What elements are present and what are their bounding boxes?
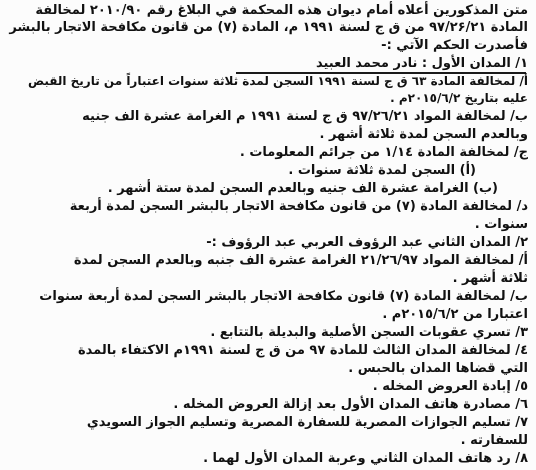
text-line: سنوات . <box>474 217 528 232</box>
text-line: ٣/ تسري عقوبات السجن الأصلية والبديلة بالتتابع . <box>210 325 528 340</box>
text-line: ٧/ تسليم الجوازات المصرية للسفارة المصرية وتسليم الجواز السويدي <box>86 415 528 430</box>
text-line: ثلاثة أشهر . <box>452 271 528 286</box>
text-line: عليه بتاريخ ٢٠١٥/٦/٢م . <box>390 91 528 105</box>
text-line: (أ) السجن لمدة ثلاثة سنوات . <box>288 163 476 178</box>
text-line: أ/ لمخالفة المواد ٢١/٢٦/٩٧ الغرامة عشرة الف جنبه وبالعدم السجن لمدة <box>73 253 528 268</box>
text-line: ج/ لمخالفة المادة ١/١٤ من جرائم المعلومات . <box>239 145 528 160</box>
text-line: ٦/ مصادرة هاتف المدان الأول بعد إزالة العروض المخله . <box>173 397 528 412</box>
text-line: (ب) الغرامة عشرة الف جنيه وبالعدم السجن لمدة ستة أشهر . <box>107 181 498 196</box>
text-line: للسفارته . <box>460 433 528 448</box>
section-heading-second-convict: ٢/ المدان الثاني عبد الرؤوف العربي عبد الرؤوف :- <box>206 235 528 250</box>
text-line: ب/ لمخالفة المواد ۹۷/۲٦/۲۱ ق ج لسنة ۱۹۹۱ م الغرامة عشرة الف جنيه <box>82 109 528 124</box>
text-line: فأصدرت الحكم الآتي :- <box>381 38 528 53</box>
text-line: اعتبارا من ٢٠١٥/٦/٢م . <box>382 307 528 322</box>
text-line: أ/ لمخالفة المادة ٦٣ ق ج لسنة ١٩٩١ السجن لمدة ثلاثة سنوات اعتباراً من تاريخ القبض <box>27 74 528 88</box>
section-heading-first-convict: ١/ المدان الأول : نادر محمد العبيد <box>315 56 528 71</box>
text-line: وبالعدم السجن لمدة ثلاثة أشهر . <box>319 127 528 142</box>
text-line: متن المذكورين أعلاه أمام ديوان هذه المحكمة في البلاغ رقم ۲۰۱۰/۹۰ لمخالفة <box>35 3 528 18</box>
text-line: ٨/ رد هاتف المدان الثاني وعربة المدان الأول لهما . <box>203 451 528 466</box>
text-line: ب/ لمخالفة المادة (٧) قانون مكافحة الاتجار بالبشر السجن لمدة أربعة سنوات <box>39 289 528 304</box>
text-line: ٤/ لمخالفة المدان الثالث للمادة ٩٧ من ق ج لسنة ١٩٩١م الاكتفاء بالمدة <box>77 343 528 358</box>
text-line: التي قضاها المدان بالحبس . <box>348 361 528 376</box>
text-line: د/ لمخالفة المادة (٧) من قانون مكافحة الاتجار بالبشر السجن لمدة أربعة <box>69 199 528 214</box>
text-line: ٥/ إبادة العروض المخله . <box>372 379 528 394</box>
text-line: المادة ۹۷/۲۶/۲۱ من ق ج لسنة ۱۹۹۱ م، المادة (۷) من قانون مكافحة الاتجار بالبشر <box>9 20 528 35</box>
